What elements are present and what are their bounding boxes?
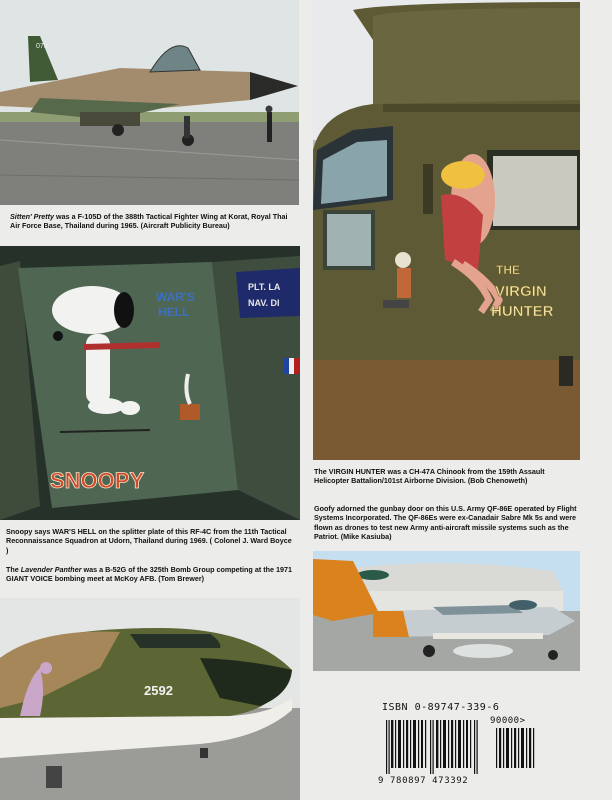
b52-name: Lavender Panther [20, 565, 82, 574]
f105-photo [0, 0, 299, 205]
b52-caption [6, 565, 296, 584]
f105-tail-code: 078 [36, 43, 48, 50]
ch47-title-hunter: HUNTER [491, 303, 554, 320]
rf4c-hell-text: HELL [158, 305, 190, 319]
rf4c-wars-text: WAR'S [156, 290, 195, 304]
ch47-caption [314, 467, 580, 486]
rf4c-photo [0, 246, 300, 520]
rf4c-caption [6, 527, 296, 555]
ean-barcode [380, 720, 490, 774]
b52-caption-text: was a B-52G of the 325th Bomb Group competing at the 1971 GIANT VOICE bombing meet at McKoy AFB. (Tom Brewer) [6, 565, 292, 584]
rf4c-snoopy-lettering: SNOOPY [50, 468, 145, 493]
f105-caption-text: was a F-105D of the 388th Tactical Fighter Wing at Korat, Royal Thai Air Force Base, Thailand during 1965. (Aircraft Publicity Bureau) [10, 212, 288, 231]
goofy-caption [314, 504, 580, 542]
f105-caption [10, 212, 295, 231]
f105-name: Sitten' Pretty [10, 212, 55, 221]
ch47-title-virgin: VIRGIN [495, 283, 547, 300]
b52-photo [0, 598, 300, 800]
barcode-block [378, 694, 578, 800]
b52-caption-prefix: The [6, 565, 21, 574]
rf4c-caption-text: Snoopy says WAR'S HELL on the splitter plate of this RF-4C from the 11th Tactical Reconnaissance Squadron at Udorn, Thailand during 1969. ( Colonel J. Ward Boyce ) [6, 527, 292, 555]
qf86-photo [313, 551, 580, 671]
isbn-text: ISBN 0-89747-339-6 [382, 702, 500, 713]
b52-serial: 2592 [144, 683, 173, 698]
price-barcode [494, 728, 538, 768]
ch47-caption-text: The VIRGIN HUNTER was a CH-47A Chinook from the 159th Assault Helicopter Battalion/101st Airborne Division. (Bob Chenoweth) [314, 467, 545, 486]
ch47-photo [313, 0, 580, 460]
rf4c-plate-text-1: PLT. LA [248, 282, 281, 292]
goofy-caption-text: Goofy adorned the gunbay door on this U.S. Army QF-86E operated by Flight Systems Incorporated. The QF-86Es were ex-Canadair Sabre Mk 5s and were flown as drones to test new Army anti-aircraft missile systems such as the Patriot. (Mike Kasiuba) [314, 504, 577, 542]
ean-digits: 9 780897 473392 [378, 776, 469, 786]
rf4c-plate-text-2: NAV. DI [248, 298, 280, 308]
price-code: 90000> [490, 716, 526, 726]
ch47-title-the: THE [496, 263, 520, 277]
